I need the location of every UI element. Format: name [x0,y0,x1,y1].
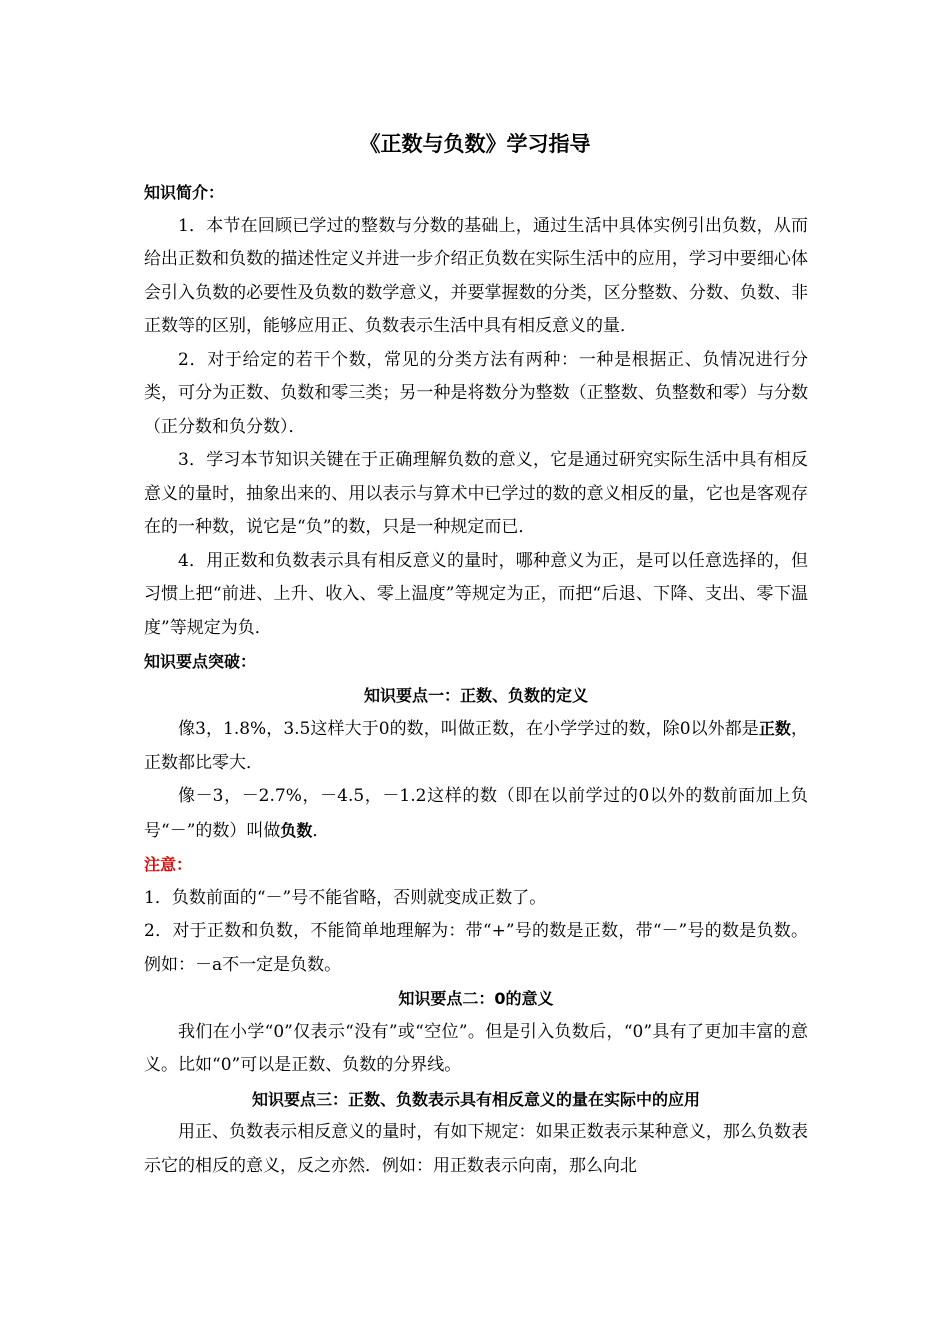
note-heading: 注意： [144,855,193,874]
intro-paragraph-2: 2．对于给定的若干个数，常见的分类方法有两种：一种是根据正、负情况进行分类，可分为正数、负数和零三类；另一种是将数分为整数（正整数、负整数和零）与分数（正分数和负分数）． [144,349,808,437]
breakthrough-heading: 知识要点突破： [144,652,257,671]
point1-paragraph-1 [144,712,808,780]
point2-heading: 知识要点二：0的意义 [398,989,554,1008]
negative-term: 负数 [280,820,313,840]
point3-paragraph-1: 用正、负数表示相反意义的量时，有如下规定：如果正数表示某种意义，那么负数表示它的相反的意义，反之亦然．例如：用正数表示向南，那么向北 [144,1122,808,1176]
intro-paragraph-4: 4．用正数和负数表示具有相反意义的量时，哪种意义为正，是可以任意选择的，但习惯上把“前进、上升、收入、零上温度”等规定为正，而把“后退、下降、支出、零下温度”等规定为负． [144,550,808,638]
note-item-2: 2．对于正数和负数，不能简单地理解为：带“+”号的数是正数，带“－”号的数是负数。例如：－a不一定是负数。 [144,921,808,975]
point1-p2-text: 像－3，－2.7%，－4.5，－1.2这样的数（即在以前学过的0以外的数前面加上负号“－”的数）叫做 [144,786,808,841]
positive-term: 正数 [758,719,791,738]
point1-p1-tail: ，正数都比零大． [144,719,808,773]
point1-p1-text: 像3，1.8%，3.5这样大于0的数，叫做正数，在小学学过的数，除0以外都是 [178,719,759,739]
note-item-1: 1．负数前面的“－”号不能省略，否则就变成正数了。 [144,887,547,908]
point1-p2-tail: ． [312,820,330,841]
point3-heading: 知识要点三：正数、负数表示具有相反意义的量在实际中的应用 [251,1089,700,1109]
point2-paragraph-1: 我们在小学“0”仅表示“没有”或“空位”。但是引入负数后，“0”具有了更加丰富的意义。比如“0”可以是正数、负数的分界线。 [144,1021,808,1075]
page-title: 《正数与负数》学习指导 [359,132,591,156]
intro-paragraph-3: 3．学习本节知识关键在于正确理解负数的意义，它是通过研究实际生活中具有相反意义的量时，抽象出来的、用以表示与算术中已学过的数的意义相反的量，它也是客观存在的一种数，说它是“负”的数，只是一种规定而已． [144,450,808,537]
intro-heading: 知识简介： [144,183,225,202]
point1-heading: 知识要点一：正数、负数的定义 [363,685,588,705]
point1-paragraph-2 [144,780,808,848]
intro-paragraph-1: 1．本节在回顾已学过的整数与分数的基础上，通过生活中具体实例引出负数，从而给出正数和负数的描述性定义并进一步介绍正负数在实际生活中的应用，学习中要细心体会引入负数的必要性及负数的数学意义，并要掌握数的分类，区分整数、分数、负数、非正数等的区别，能够应用正、负数表示生活中具有相反意义的量． [144,215,808,336]
document-body [144,176,808,1183]
